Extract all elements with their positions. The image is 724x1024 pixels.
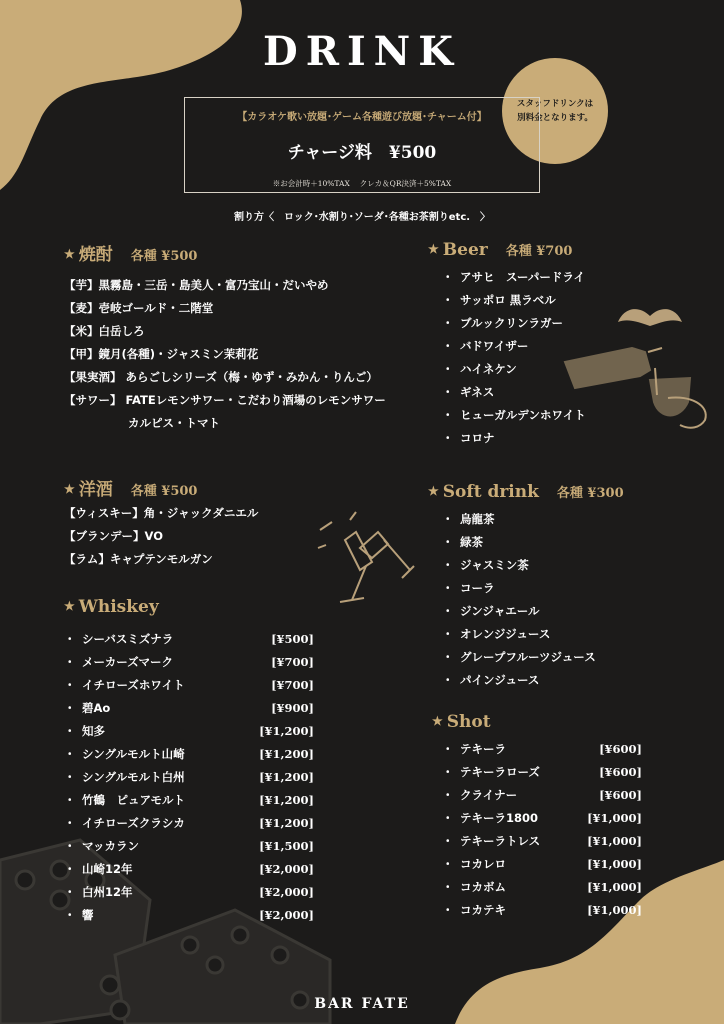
list-item — [64, 881, 324, 904]
bullet-icon: ・ — [64, 885, 76, 899]
item-name: シングルモルト白州 — [82, 770, 185, 784]
bullet-icon: ・ — [442, 431, 454, 445]
item-name: サッポロ 黒ラベル — [460, 293, 556, 307]
shochu-list — [64, 274, 386, 435]
bullet-icon: ・ — [64, 908, 76, 922]
item-name: 響 — [82, 908, 94, 922]
item-price: [¥1,000] — [587, 857, 642, 871]
soft-drink-price: 各種 ¥300 — [556, 486, 624, 501]
list-item — [64, 720, 324, 743]
bullet-icon: ・ — [442, 765, 454, 779]
item-name: パインジュース — [460, 673, 540, 687]
charge-box — [184, 97, 540, 193]
item-name: クライナー — [460, 788, 518, 802]
item-name: シーバスミズナラ — [82, 632, 174, 646]
list-item — [64, 628, 324, 651]
yoshu-title: 洋酒 — [78, 480, 113, 500]
item-name: メーカーズマーク — [82, 655, 173, 669]
item-name: ブルックリンラガー — [460, 316, 564, 330]
beer-title: Beer — [442, 240, 488, 260]
star-icon: ★ — [428, 484, 439, 498]
bullet-icon: ・ — [442, 604, 454, 618]
list-item — [442, 577, 596, 600]
list-item — [442, 404, 586, 427]
staff-note-line-2: 別料金となります。 — [517, 113, 593, 123]
bullet-icon: ・ — [64, 724, 76, 738]
bullet-icon: ・ — [442, 627, 454, 641]
bullet-icon: ・ — [64, 747, 76, 761]
item-price: [¥2,000] — [259, 908, 314, 922]
bullet-icon: ・ — [442, 535, 454, 549]
list-item: 【芋】黒霧島・三岳・島美人・富乃宝山・だいやめ — [64, 278, 329, 292]
item-name: テキーラ — [460, 742, 506, 756]
item-name: テキーラローズ — [460, 765, 540, 779]
yoshu-price: 各種 ¥500 — [130, 484, 198, 499]
item-name: アサヒ スーパードライ — [460, 270, 586, 284]
champagne-toast-illustration — [318, 512, 414, 602]
shochu-price: 各種 ¥500 — [130, 249, 198, 264]
item-name: 碧Ao — [82, 701, 111, 715]
shot-heading — [432, 712, 491, 732]
list-item — [442, 738, 652, 761]
list-item — [442, 899, 652, 922]
item-price: [¥1,200] — [259, 770, 314, 784]
whiskey-title: Whiskey — [78, 597, 159, 617]
staff-note-line-1: スタッフドリンクは — [516, 99, 594, 109]
list-item — [442, 646, 596, 669]
charge-note: ※お会計時＋10%TAX クレカ＆QR決済＋5%TAX — [272, 179, 452, 188]
list-item — [442, 830, 652, 853]
list-item — [442, 289, 586, 312]
item-name: 知多 — [82, 724, 105, 738]
bullet-icon: ・ — [64, 839, 76, 853]
item-price: [¥600] — [599, 765, 642, 779]
bullet-icon: ・ — [442, 834, 454, 848]
bullet-icon: ・ — [442, 339, 454, 353]
bullet-icon: ・ — [64, 862, 76, 876]
star-icon: ★ — [64, 599, 75, 613]
star-icon: ★ — [428, 242, 439, 256]
bullet-icon: ・ — [442, 270, 454, 284]
pouring-beer-illustration — [565, 348, 706, 428]
list-item: 【ウィスキー】角・ジャックダニエル — [64, 506, 259, 520]
item-name: ハイネケン — [460, 362, 517, 376]
yoshu-heading — [64, 475, 197, 500]
bullet-icon: ・ — [64, 632, 76, 646]
list-item — [442, 807, 652, 830]
page-title: DRINK — [263, 28, 461, 75]
bullet-icon: ・ — [442, 408, 454, 422]
bullet-icon: ・ — [442, 673, 454, 687]
item-price: [¥700] — [271, 678, 314, 692]
list-item — [64, 766, 324, 789]
shochu-title: 焼酎 — [78, 245, 113, 265]
list-item — [64, 789, 324, 812]
item-name: ヒューガルデンホワイト — [460, 408, 586, 422]
bullet-icon: ・ — [442, 788, 454, 802]
star-icon: ★ — [432, 714, 443, 728]
list-item: 【麦】壱岐ゴールド・二階堂 — [64, 301, 214, 315]
list-item — [64, 835, 324, 858]
beer-list — [442, 266, 586, 450]
star-icon: ★ — [64, 482, 75, 496]
item-price: [¥600] — [599, 742, 642, 756]
item-name: イチローズクラシカ — [82, 816, 185, 830]
bullet-icon: ・ — [442, 650, 454, 664]
list-item — [64, 674, 324, 697]
bullet-icon: ・ — [442, 811, 454, 825]
item-name: イチローズホワイト — [82, 678, 185, 692]
item-name: コーラ — [460, 581, 495, 595]
item-price: [¥1,200] — [259, 724, 314, 738]
item-name: コカボム — [460, 880, 506, 894]
whiskey-list — [64, 628, 324, 927]
whiskey-heading — [64, 597, 159, 617]
bullet-icon: ・ — [64, 793, 76, 807]
bullet-icon: ・ — [442, 512, 454, 526]
bullet-icon: ・ — [442, 293, 454, 307]
footer-bar-name: BAR FATE — [314, 996, 410, 1012]
charge-included: 【カラオケ歌い放題･ゲーム各種遊び放題･チャーム付】 — [237, 112, 487, 123]
bullet-icon: ・ — [64, 816, 76, 830]
shochu-heading — [64, 240, 197, 265]
bullet-icon: ・ — [442, 385, 454, 399]
beer-heading — [428, 240, 572, 260]
list-item: カルピス・トマト — [128, 416, 220, 430]
bullet-icon: ・ — [442, 316, 454, 330]
list-item — [64, 904, 324, 927]
list-item — [442, 312, 586, 335]
item-price: [¥1,000] — [587, 903, 642, 917]
star-icon: ★ — [64, 247, 75, 261]
item-price: [¥2,000] — [259, 862, 314, 876]
item-name: 緑茶 — [460, 535, 483, 549]
item-price: [¥1,200] — [259, 793, 314, 807]
list-item — [64, 812, 324, 835]
item-price: [¥1,200] — [259, 816, 314, 830]
item-price: [¥1,000] — [587, 880, 642, 894]
item-price: [¥2,000] — [259, 885, 314, 899]
list-item: 【ブランデー】VO — [64, 529, 163, 543]
bullet-icon: ・ — [442, 581, 454, 595]
list-item — [442, 266, 586, 289]
list-item — [64, 697, 324, 720]
list-item — [442, 784, 652, 807]
bullet-icon: ・ — [442, 742, 454, 756]
item-price: [¥1,000] — [587, 834, 642, 848]
bullet-icon: ・ — [442, 362, 454, 376]
item-name: ジャスミン茶 — [460, 558, 529, 572]
soft-drink-title: Soft drink — [442, 482, 539, 502]
list-item — [64, 743, 324, 766]
charge-price: チャージ料 ¥500 — [287, 143, 437, 163]
item-name: ジンジャエール — [460, 604, 540, 618]
list-item — [442, 381, 586, 404]
item-name: コロナ — [460, 431, 495, 445]
bullet-icon: ・ — [442, 880, 454, 894]
bullet-icon: ・ — [64, 655, 76, 669]
list-item — [442, 427, 586, 450]
item-price: [¥900] — [271, 701, 314, 715]
list-item: 【ラム】キャプテンモルガン — [64, 552, 213, 566]
item-name: 山崎12年 — [82, 862, 133, 876]
list-item: 【果実酒】 あらごしシリーズ（梅・ゆず・みかん・りんご） — [64, 370, 378, 384]
item-name: 白州12年 — [82, 885, 133, 899]
item-price: [¥1,000] — [587, 811, 642, 825]
item-name: ギネス — [460, 385, 495, 399]
list-item — [442, 554, 596, 577]
item-price: [¥500] — [271, 632, 314, 646]
item-name: テキーラ1800 — [460, 811, 539, 825]
bullet-icon: ・ — [64, 770, 76, 784]
list-item — [442, 335, 586, 358]
list-item — [64, 651, 324, 674]
yoshu-list — [64, 502, 258, 571]
item-name: 烏龍茶 — [460, 512, 495, 526]
item-price: [¥700] — [271, 655, 314, 669]
bullet-icon: ・ — [442, 558, 454, 572]
list-item — [442, 358, 586, 381]
item-name: グレープフルーツジュース — [460, 650, 596, 664]
list-item: 【米】白岳しろ — [64, 324, 145, 338]
list-item: 【サワー】 FATEレモンサワー・こだわり酒場のレモンサワー — [64, 393, 386, 407]
mixing-options: 割り方〈 ロック･水割り･ソーダ･各種お茶割りetc. 〉 — [233, 212, 491, 223]
item-name: バドワイザー — [460, 339, 529, 353]
list-item: 【甲】鏡月(各種)・ジャスミン茉莉花 — [64, 347, 259, 361]
beer-price: 各種 ¥700 — [505, 244, 573, 259]
list-item — [442, 531, 596, 554]
item-price: [¥1,200] — [259, 747, 314, 761]
bullet-icon: ・ — [442, 903, 454, 917]
list-item — [442, 508, 596, 531]
mustache-icon — [618, 309, 682, 326]
item-name: オレンジジュース — [460, 627, 551, 641]
item-name: シングルモルト山崎 — [82, 747, 185, 761]
list-item — [64, 858, 324, 881]
item-price: [¥600] — [599, 788, 642, 802]
soft-drink-heading — [428, 482, 624, 502]
list-item — [442, 761, 652, 784]
list-item — [442, 623, 596, 646]
bullet-icon: ・ — [64, 701, 76, 715]
list-item — [442, 669, 596, 692]
item-name: コカレロ — [460, 857, 506, 871]
item-name: テキーラトレス — [460, 834, 541, 848]
bullet-icon: ・ — [442, 857, 454, 871]
item-name: コカテキ — [460, 903, 506, 917]
item-name: 竹鶴 ピュアモルト — [82, 793, 186, 807]
bullet-icon: ・ — [64, 678, 76, 692]
shot-list — [442, 738, 652, 922]
item-price: [¥1,500] — [259, 839, 314, 853]
list-item — [442, 853, 652, 876]
list-item — [442, 600, 596, 623]
item-name: マッカラン — [82, 839, 140, 853]
list-item — [442, 876, 652, 899]
soft-drink-list — [442, 508, 596, 692]
shot-title: Shot — [446, 712, 491, 732]
